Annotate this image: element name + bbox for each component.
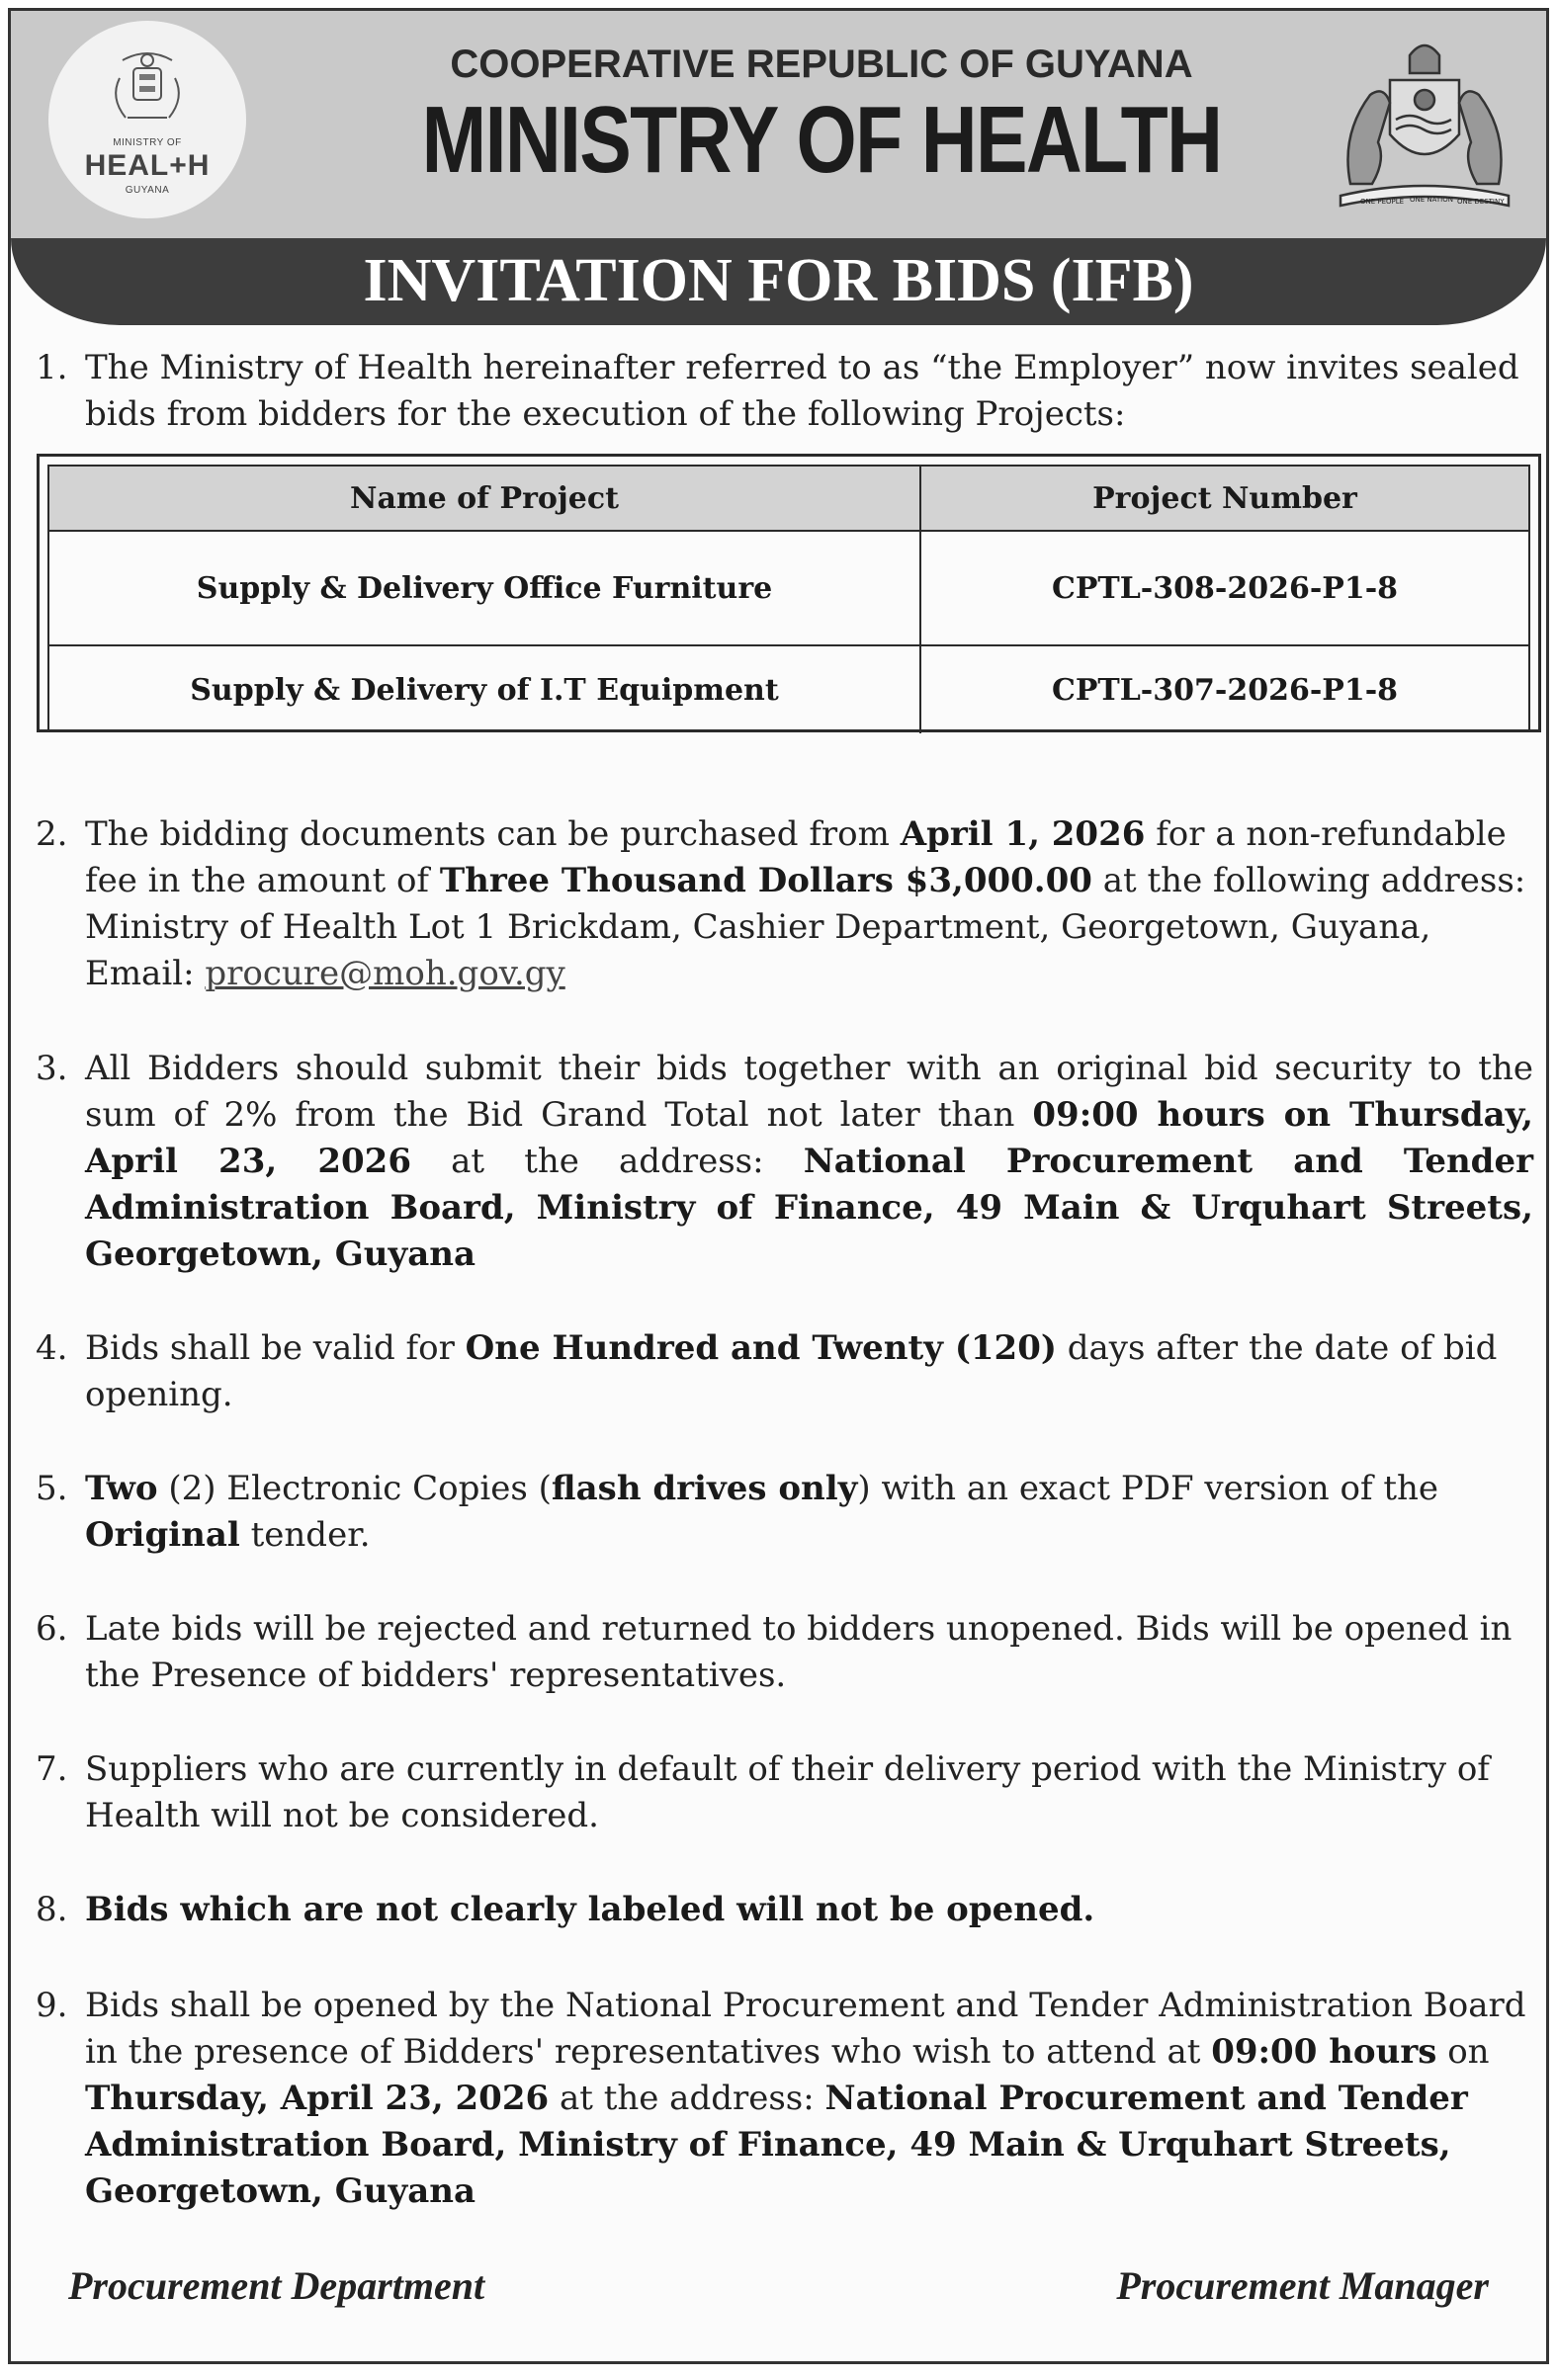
clause-number: 4. xyxy=(36,1328,68,1368)
clause-number: 1. xyxy=(36,348,68,387)
clause-text: The bidding documents can be purchased from April 1, 2026 for a non-refundable fee in the amount of Three Thousand Dollars $3,000.00 at the following address: Ministry of Health Lot 1 Brickdam, Cashier Department, Georgetown, Guyana, Email: procure@moh.gov.gy xyxy=(85,814,1526,993)
clause-number: 3. xyxy=(36,1049,68,1088)
projects-table-grid xyxy=(47,465,1530,731)
clause-number: 5. xyxy=(36,1469,68,1508)
logo-caption-bottom: GUYANA xyxy=(125,185,170,196)
clause-text: Late bids will be rejected and returned to bidders unopened. Bids will be opened in the Presence of bidders' representatives. xyxy=(85,1609,1513,1695)
logo-caption-top: MINISTRY OF xyxy=(113,137,182,148)
table-cell-project-number: CPTL-308-2026-P1-8 xyxy=(1051,570,1399,606)
procurement-email-link[interactable]: procure@moh.gov.gy xyxy=(205,954,565,993)
country-name: COOPERATIVE REPUBLIC OF GUYANA xyxy=(450,42,1193,86)
notice-title: INVITATION FOR BIDS (IFB) xyxy=(363,247,1194,314)
logo-caption-health: HEAL+H xyxy=(84,149,211,182)
clause-text: Two (2) Electronic Copies (flash drives only) with an exact PDF version of the Original tender. xyxy=(85,1469,1439,1555)
svg-text:ONE PEOPLE: ONE PEOPLE xyxy=(1360,198,1405,206)
clause-number: 2. xyxy=(36,814,68,854)
clause-number: 8. xyxy=(36,1890,68,1929)
ministry-name: MINISTRY OF HEALTH xyxy=(421,87,1222,193)
ifb-notice xyxy=(8,8,1549,2364)
projects-table xyxy=(37,454,1541,732)
signature-procurement-manager: Procurement Manager xyxy=(1116,2263,1489,2308)
header xyxy=(11,11,1546,322)
table-cell-project-name: Supply & Delivery of I.T Equipment xyxy=(190,672,779,708)
clause-text: Bids shall be valid for One Hundred and Twenty (120) days after the date of bid opening. xyxy=(85,1328,1498,1414)
clause-text: Suppliers who are currently in default of their delivery period with the Ministry of Health will not be considered. xyxy=(85,1749,1490,1835)
clause-text: Bids shall be opened by the National Procurement and Tender Administration Board in the presence of Bidders' representatives who wish to attend at 09:00 hours on Thursday, April 23, 2026 at the address: National Procurement and Tender Administration Board, Ministry of Finance, 49 Main & Urquhart Streets, Georgetown, Guyana xyxy=(85,1986,1526,2211)
svg-text:ONE NATION: ONE NATION xyxy=(1410,196,1453,204)
clause-number: 9. xyxy=(36,1986,68,2025)
table-cell-project-name: Supply & Delivery Office Furniture xyxy=(196,570,773,606)
table-cell-project-number: CPTL-307-2026-P1-8 xyxy=(1051,672,1399,708)
ministry-of-health-logo xyxy=(48,21,246,218)
table-header-project-number: Project Number xyxy=(921,467,1528,530)
clause-number: 6. xyxy=(36,1609,68,1649)
clause-text: Bids which are not clearly labeled will not be opened. xyxy=(85,1890,1095,1929)
clause-text: The Ministry of Health hereinafter referred to as “the Employer” now invites sealed bids from bidders for the execution of the following Projects: xyxy=(85,348,1519,434)
clause-number: 7. xyxy=(36,1749,68,1789)
clause-text: All Bidders should submit their bids together with an original bid security to the sum of 2% from the Bid Grand Total not later than 09:00 hours on Thursday, April 23, 2026 at the address: National Procurement and Tender Administration Board, Ministry of Finance, 49 Main & Urquhart Streets, Georgetown, Guyana xyxy=(85,1049,1533,1274)
signature-procurement-department: Procurement Department xyxy=(68,2263,485,2308)
guyana-coat-of-arms-icon xyxy=(1331,26,1518,213)
table-header-project-name: Name of Project xyxy=(49,467,919,530)
svg-text:ONE DESTINY: ONE DESTINY xyxy=(1457,198,1505,206)
table-column-divider xyxy=(919,467,921,733)
